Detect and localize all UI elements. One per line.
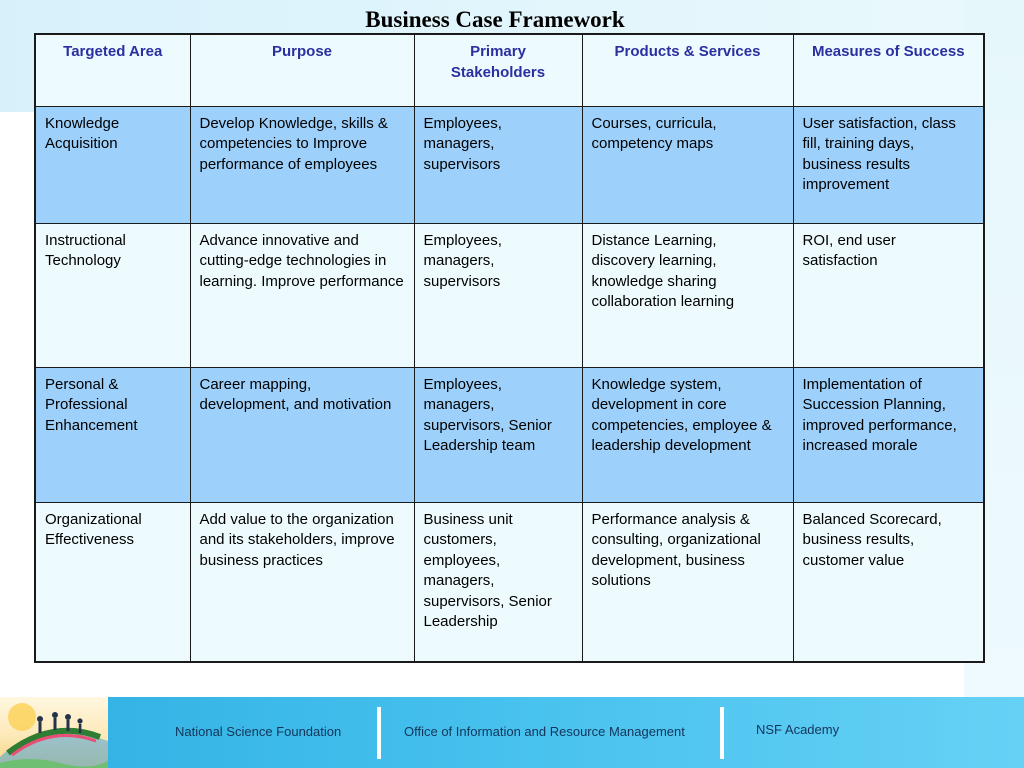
page-title: Business Case Framework <box>365 7 625 32</box>
header-targeted-area: Targeted Area <box>35 34 190 106</box>
cell-targeted-area: Instructional Technology <box>35 223 190 367</box>
cell-purpose: Advance innovative and cutting-edge technologies in learning. Improve performance <box>190 223 414 367</box>
people-on-bridge-logo-icon <box>0 697 108 768</box>
footer-office-label: Office of Information and Resource Management <box>404 724 685 739</box>
cell-measures: ROI, end user satisfaction <box>793 223 984 367</box>
header-products-services: Products & Services <box>582 34 793 106</box>
header-purpose: Purpose <box>190 34 414 106</box>
footer-academy-label: NSF Academy <box>756 722 840 737</box>
cell-products-services: Knowledge system, development in core competencies, employee & leadership development <box>582 367 793 502</box>
header-measures-of-success: Measures of Success <box>793 34 984 106</box>
cell-products-services: Distance Learning, discovery learning, knowledge sharing collaboration learning <box>582 223 793 367</box>
cell-purpose: Career mapping, development, and motivation <box>190 367 414 502</box>
cell-stakeholders: Employees, managers, supervisors <box>414 223 582 367</box>
footer-org-label: National Science Foundation <box>175 724 342 739</box>
cell-stakeholders: Business unit customers, employees, managers, supervisors, Senior Leadership <box>414 502 582 662</box>
business-case-table <box>34 33 985 663</box>
footer-divider <box>720 707 724 759</box>
table-row <box>35 223 984 367</box>
footer-divider <box>377 707 381 759</box>
cell-purpose: Add value to the organization and its stakeholders, improve business practices <box>190 502 414 662</box>
table-row <box>35 106 984 223</box>
cell-targeted-area: Organizational Effectiveness <box>35 502 190 662</box>
table-row <box>35 367 984 502</box>
table-header-row <box>35 34 984 106</box>
cell-targeted-area: Knowledge Acquisition <box>35 106 190 223</box>
cell-targeted-area: Personal & Professional Enhancement <box>35 367 190 502</box>
cell-measures: Balanced Scorecard, business results, customer value <box>793 502 984 662</box>
header-primary-stakeholders: Primary Stakeholders <box>414 34 582 106</box>
cell-measures: Implementation of Succession Planning, improved performance, increased morale <box>793 367 984 502</box>
cell-measures: User satisfaction, class fill, training days, business results improvement <box>793 106 984 223</box>
table-row <box>35 502 984 662</box>
cell-purpose: Develop Knowledge, skills & competencies to Improve performance of employees <box>190 106 414 223</box>
cell-stakeholders: Employees, managers, supervisors <box>414 106 582 223</box>
cell-products-services: Performance analysis & consulting, organizational development, business solutions <box>582 502 793 662</box>
cell-stakeholders: Employees, managers, supervisors, Senior Leadership team <box>414 367 582 502</box>
cell-products-services: Courses, curricula, competency maps <box>582 106 793 223</box>
